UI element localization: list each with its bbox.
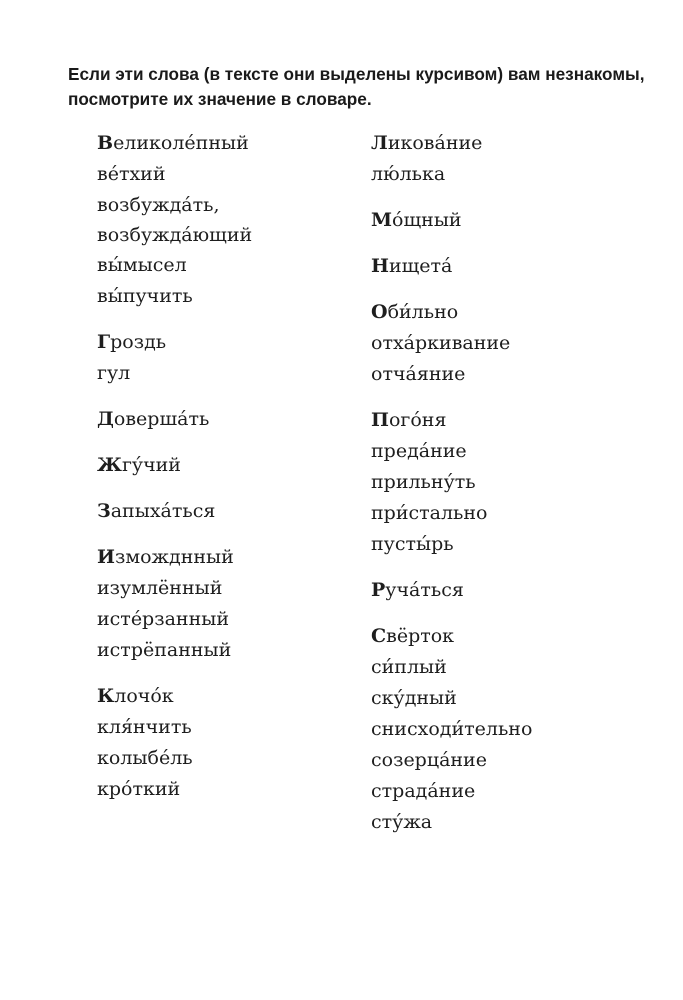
group-initial-letter: Н (371, 255, 389, 277)
word-item: гул (97, 362, 131, 384)
group-initial-letter: Л (371, 132, 388, 154)
word-item (97, 681, 367, 712)
word-group (371, 621, 661, 838)
word-rest: зможднный (114, 546, 234, 568)
word-group (371, 205, 661, 236)
word-group (97, 450, 367, 481)
group-initial-letter: П (371, 409, 389, 431)
word-item: вы́мысел (97, 254, 187, 276)
word-item (371, 297, 661, 328)
word-rest: икова́ние (387, 132, 483, 154)
word-group (371, 251, 661, 282)
group-initial-letter: М (371, 209, 393, 231)
word-rest: уча́ться (385, 579, 464, 601)
word-item (371, 128, 661, 159)
word-item: при́стально (371, 502, 488, 524)
word-column-left (97, 128, 367, 820)
group-initial-letter: В (97, 132, 114, 154)
word-group (97, 542, 367, 666)
word-item (97, 128, 367, 159)
word-item (371, 575, 661, 606)
group-initial-letter: Г (97, 331, 111, 353)
word-group (97, 128, 367, 312)
word-group (371, 128, 661, 190)
word-item: сту́жа (371, 811, 433, 833)
word-item (371, 405, 661, 436)
word-item: страда́ние (371, 780, 476, 802)
word-item: вы́пучить (97, 285, 193, 307)
group-initial-letter: Р (371, 579, 386, 601)
group-initial-letter: О (371, 301, 388, 323)
word-item (371, 205, 661, 236)
word-item (97, 327, 367, 358)
word-item: возбужда́ть, возбужда́ющий (97, 194, 253, 246)
intro-instruction: Если эти слова (в тексте они выделены курсивом) вам незнакомы, посмотрите их значение в словаре. (68, 64, 645, 109)
group-initial-letter: С (371, 625, 387, 647)
word-rest: роздь (110, 331, 167, 353)
word-item: созерца́ние (371, 749, 487, 771)
word-group (371, 297, 661, 390)
word-item: ску́дный (371, 687, 457, 709)
word-item: истéрзанный (97, 608, 230, 630)
word-group (97, 404, 367, 435)
word-group (97, 681, 367, 805)
word-item: преда́ние (371, 440, 467, 462)
word-rest: лочо́к (114, 685, 174, 707)
word-rest: вёрток (386, 625, 455, 647)
word-column-right (371, 128, 661, 853)
word-item (371, 621, 661, 652)
group-initial-letter: Д (97, 408, 114, 430)
word-item (97, 404, 367, 435)
word-rest: ого́ня (388, 409, 447, 431)
word-rest: гу́чий (121, 454, 181, 476)
group-initial-letter: Ж (97, 454, 122, 476)
word-item: колыбе́ль (97, 747, 193, 769)
word-group (371, 405, 661, 560)
group-initial-letter: К (97, 685, 115, 707)
word-item (97, 542, 367, 573)
word-rest: ищета́ (388, 255, 453, 277)
word-item: кро́ткий (97, 778, 181, 800)
word-rest: о́щный (392, 209, 462, 231)
word-item: ве́тхий (97, 163, 166, 185)
word-group (97, 496, 367, 527)
word-item: прильну́ть (371, 471, 476, 493)
word-item: отча́яние (371, 363, 466, 385)
word-item (97, 496, 367, 527)
group-initial-letter: З (97, 500, 111, 522)
word-item: кля́нчить (97, 716, 192, 738)
word-item: пусты́рь (371, 533, 454, 555)
word-group (371, 575, 661, 606)
word-item (371, 251, 661, 282)
word-item: изумлённый (97, 577, 223, 599)
group-initial-letter: И (97, 546, 115, 568)
word-rest: апыха́ться (110, 500, 216, 522)
word-item: си́плый (371, 656, 447, 678)
word-item (97, 450, 367, 481)
word-rest: би́льно (387, 301, 459, 323)
word-rest: оверша́ть (113, 408, 210, 430)
word-group (97, 327, 367, 389)
word-item: отха́ркивание (371, 332, 511, 354)
word-item: лю́лька (371, 163, 446, 185)
word-item: снисходи́тельно (371, 718, 533, 740)
word-item: истрёпанный (97, 639, 232, 661)
word-rest: еликоле́пный (113, 132, 249, 154)
